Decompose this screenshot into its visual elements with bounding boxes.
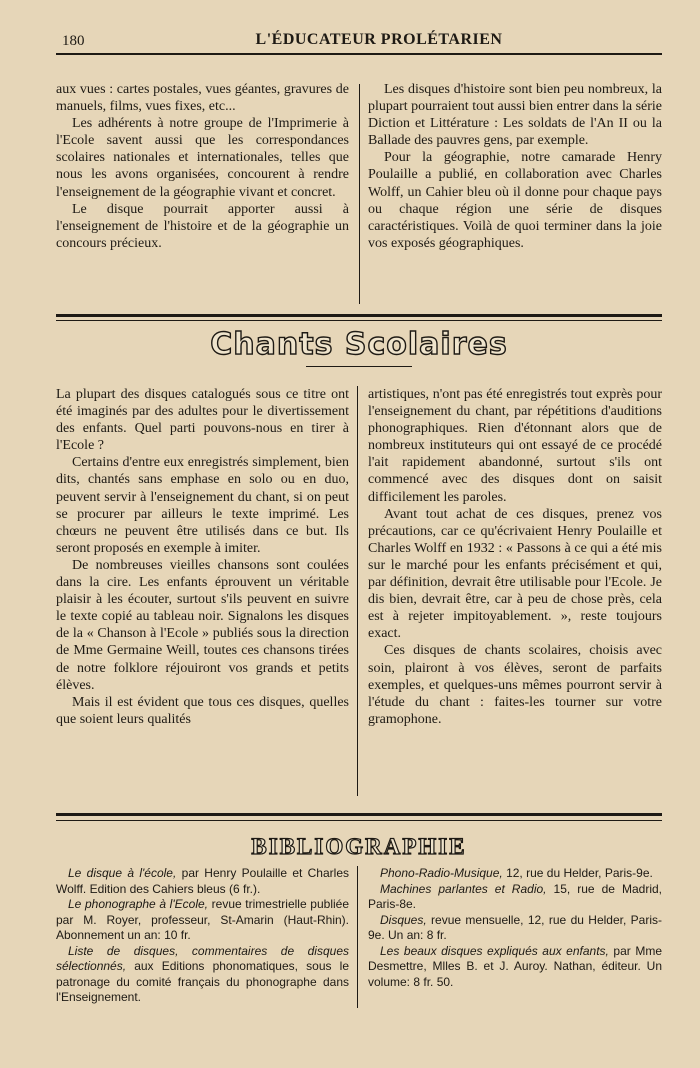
paragraph: Les adhérents à notre groupe de l'Imprimerie à l'Ecole savent aussi que les correspondances scolaires nationales et internationales, telles que nous les avons organisées, concourent à rendre l'enseignement de la géographie vivant et concret. <box>56 116 349 200</box>
entry-title: Le disque à l'école, <box>68 866 177 880</box>
bibliography-entry <box>368 882 662 913</box>
header-rule <box>56 53 662 55</box>
paragraph: De nombreuses vieilles chansons sont coulées dans la cire. Les enfants éprouvent un véritable plaisir à les écouter, surtout s'ils peuvent en suivre le texte copié au tableau noir. Signalons les disques de la « Chanson à l'Ecole » publiés sous la direction de Mme Germaine Weill, toutes ces chansons tirées de notre folklore réjouiront vos grands et petits élèves. <box>56 557 349 693</box>
section-title <box>56 327 662 362</box>
entry-details: aux Editions phonomatiques, sous le patronage du comité français du phonographe dans l'Enseignement. <box>56 959 349 1004</box>
page-header <box>56 30 662 52</box>
entry-details: revue mensuelle, 12, rue du Helder, Paris-9e. Un an: 8 fr. <box>368 912 662 942</box>
column-divider <box>357 386 358 796</box>
section-rule-thin <box>56 320 662 321</box>
entry-details: 15, rue de Madrid, Paris-8e. <box>368 881 662 911</box>
paragraph: artistiques, n'ont pas été enregistrés tout exprès pour l'enseignement du chant, par répétitions d'auditions phonographiques. Rien d'étonnant alors que de nombreux instituteurs qui ont essayé de ce procédé l'ait rapidement abandonné, surtout s'ils ont commencé avec des disques dont on saisit difficilement les paroles. <box>368 387 662 505</box>
journal-title: L'ÉDUCATEUR PROLÉTARIEN <box>255 31 503 48</box>
column-divider <box>357 866 358 1008</box>
page-number: 180 <box>62 33 85 49</box>
entry-details: 12, rue du Helder, Paris-9e. <box>502 866 653 880</box>
paragraph: Le disque pourrait apporter aussi à l'enseignement de l'histoire et de la géographie un concours précieux. <box>56 201 349 251</box>
top-right-column <box>368 81 662 252</box>
title-underline <box>306 366 412 367</box>
bibliography-entry <box>368 866 662 882</box>
bibliography-entry <box>56 866 349 897</box>
top-left-column <box>56 81 349 252</box>
entry-title: Phono-Radio-Musique, <box>380 866 503 880</box>
entry-details: par Mme Desmettre, Mlles B. et J. Auroy. Nathan, éditeur. Un volume: 8 fr. 50. <box>368 943 662 989</box>
bibliographie-title-text: BIBLIOGRAPHIE <box>251 834 467 859</box>
bibliography-entry <box>56 944 349 1006</box>
entry-title: Les beaux disques expliqués aux enfants, <box>380 943 609 958</box>
bibliography-entry <box>56 897 349 944</box>
bibliographie-title <box>56 834 662 860</box>
paragraph: Pour la géographie, notre camarade Henry Poulaille a publié, en collaboration avec Charles Wolff, un Cahier bleu où il donne pour chaque pays ou chaque région une série de disques caractéristiques. Voilà de quoi terminer dans la joie vos exposés géographiques. <box>368 150 662 251</box>
paragraph: Mais il est évident que tous ces disques, quelles que soient leurs qualités <box>56 694 349 727</box>
chants-left-column <box>56 386 349 728</box>
paragraph: La plupart des disques catalogués sous ce titre ont été imaginés par des adultes pour le divertissement des enfants. Quel parti pouvons-nous en tirer à l'Ecole ? <box>56 387 349 454</box>
section-rule-thin <box>56 820 662 821</box>
paragraph: Ces disques de chants scolaires, choisis avec soin, plairont à vos élèves, seront de parfaits exemples, et quelques-uns mêmes pourront servir à l'étude du chant : faites-les tourner sur votre gramophone. <box>368 643 662 727</box>
paragraph: Les disques d'histoire sont bien peu nombreux, la plupart pourraient tout aussi bien entrer dans la série Diction et Littérature : Les soldats de l'An II ou la Ballade des pauvres gens, par exemple. <box>368 82 662 149</box>
paragraph: aux vues : cartes postales, vues géantes, gravures de manuels, films, vues fixes, etc... <box>56 82 349 115</box>
entry-title: Machines parlantes et Radio, <box>380 881 547 896</box>
entry-title: Disques, <box>380 912 427 927</box>
bibliographie-left-column <box>56 866 349 1006</box>
entry-title: Liste de disques, commentaires de disques sélectionnés, <box>56 943 349 973</box>
paragraph: Certains d'entre eux enregistrés simplement, bien dits, chantés sans emphase en solo ou en duo, peuvent servir à l'enseignement du chant, si on peut se procurer par ailleurs le texte imprimé. Les chœurs ne peuvent être utilisés dans ce but. Ils seront proposés en exemple à imiter. <box>56 455 349 556</box>
entry-details: par Henry Poulaille et Charles Wolff. Edition des Cahiers bleus (6 fr.). <box>56 866 349 896</box>
column-divider <box>359 84 360 304</box>
section-title-text: Chants Scolaires <box>210 327 508 362</box>
bibliography-entry <box>368 944 662 991</box>
chants-right-column <box>368 386 662 728</box>
section-rule-thick <box>56 813 662 816</box>
entry-details: revue trimestrielle publiée par M. Royer, professeur, St-Amarin (Haut-Rhin). Abonnement un an: 10 fr. <box>56 897 349 942</box>
paragraph: Avant tout achat de ces disques, prenez vos précautions, car ce qu'écrivaient Henry Poulaille et Charles Wolff en 1932 : « Passons à ce qui a été mis sur le marché pour les enfants précisément et qui, par définition, devrait être utilisable pour l'Ecole. Je dis bien, devrait être, car à peu de chose près, cela est à rejeter impitoyablement. », reste toujours exact. <box>368 506 662 642</box>
section-rule-thick <box>56 314 662 317</box>
bibliographie-right-column <box>368 866 662 990</box>
bibliography-entry <box>368 913 662 944</box>
entry-title: Le phonographe à l'Ecole, <box>68 897 208 911</box>
